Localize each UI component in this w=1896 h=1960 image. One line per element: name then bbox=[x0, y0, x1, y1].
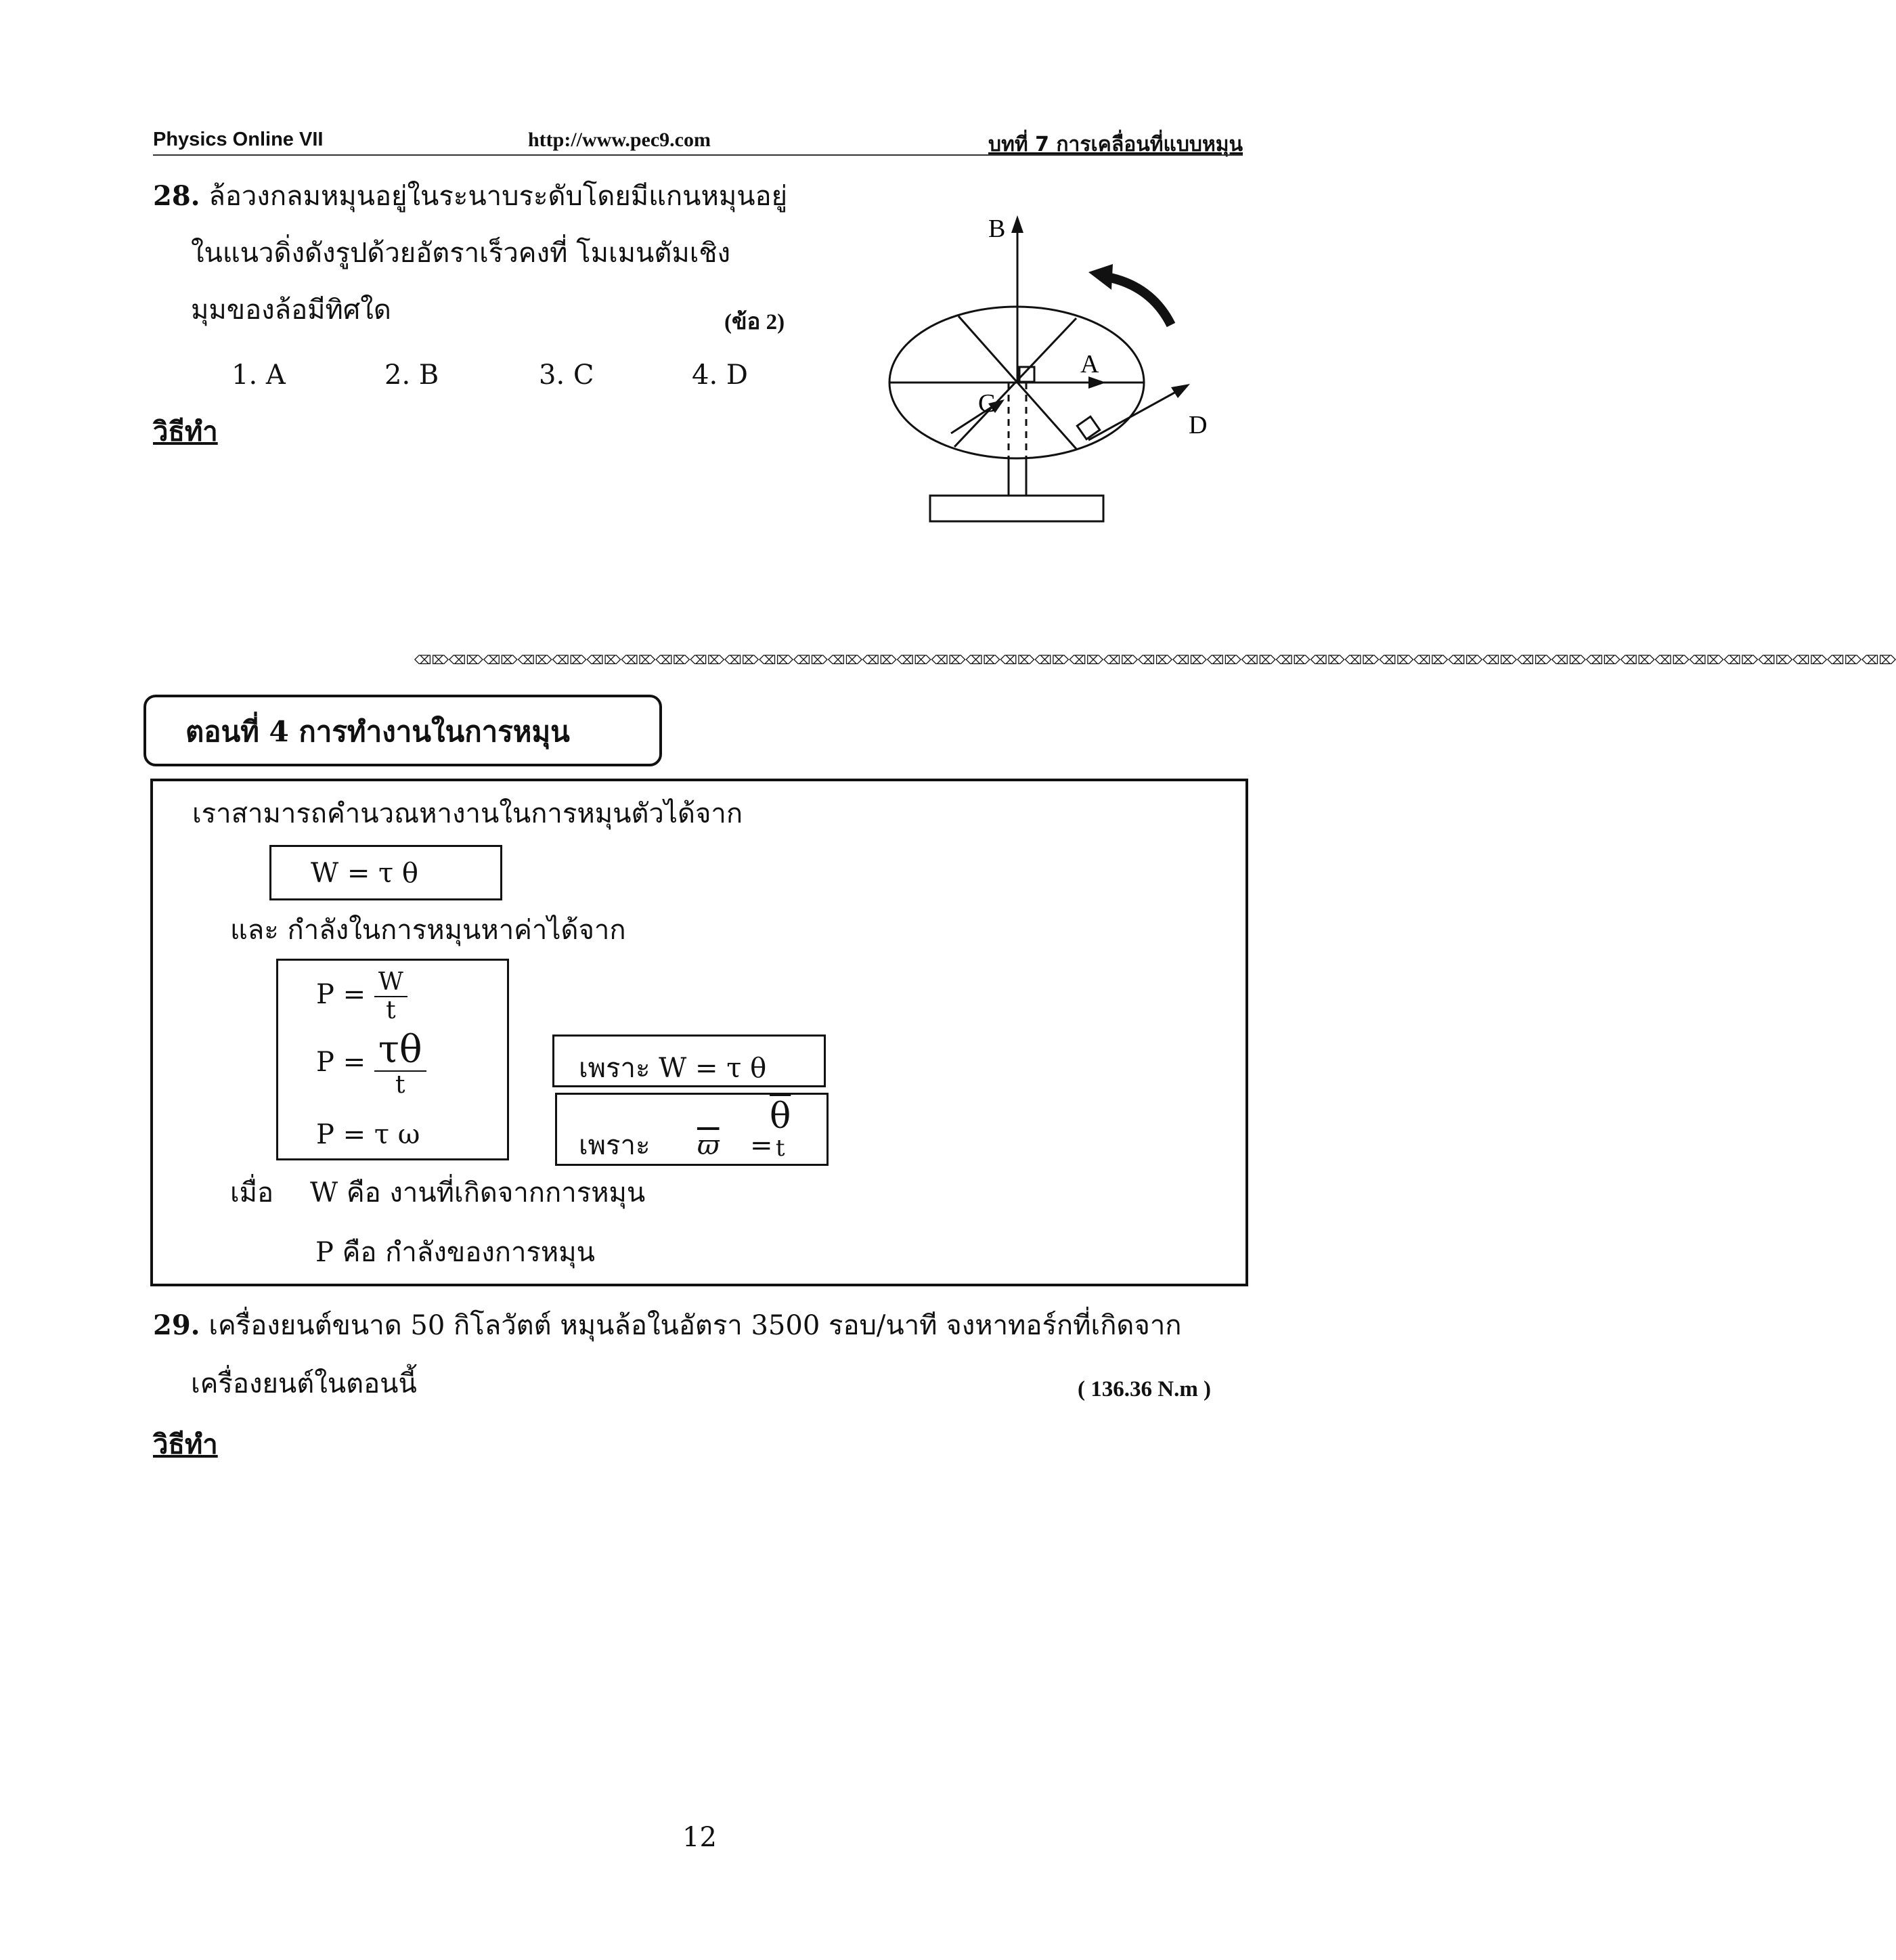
header-url: http://www.pec9.com bbox=[528, 129, 711, 151]
definition-w: W คือ งานที่เกิดจากการหมุน bbox=[310, 1177, 646, 1208]
power-formula-box bbox=[276, 959, 509, 1160]
q28-text1: ล้อวงกลมหมุนอยู่ในระนาบระดับโดยมีแกนหมุนอยู่ bbox=[208, 181, 787, 212]
because-work: เพราะ W = τ θ bbox=[579, 1053, 767, 1084]
q29-line1 bbox=[153, 1309, 1182, 1342]
power-formula-3: P = τ ω bbox=[316, 1119, 420, 1150]
where-label: เมื่อ bbox=[230, 1177, 274, 1208]
label-c: C bbox=[978, 389, 996, 418]
frac2-denominator: t bbox=[395, 1071, 405, 1099]
section-content-box bbox=[150, 779, 1248, 1286]
fraction-tau-theta-over-t bbox=[374, 1028, 426, 1099]
q28-choice-3: 3. C bbox=[539, 360, 594, 391]
stand-base bbox=[930, 496, 1103, 521]
q28-choice-2: 2. B bbox=[384, 360, 439, 391]
section-title: ตอนที่ 4 การทำงานในการหมุน bbox=[185, 715, 570, 748]
power-formula-2 bbox=[316, 1028, 426, 1099]
theta-bar: $\overline{\theta}$ bbox=[770, 1096, 791, 1137]
definition-p: P คือ กำลังของการหมุน bbox=[315, 1237, 595, 1268]
q28-method: วิธีทำ bbox=[153, 416, 218, 448]
work-intro: เราสามารถคำนวณหางานในการหมุนตัวได้จาก bbox=[192, 798, 743, 829]
label-d: D bbox=[1189, 411, 1208, 439]
because-box-1 bbox=[552, 1035, 826, 1087]
p-label-1: P = bbox=[316, 979, 366, 1010]
page-number: 12 bbox=[682, 1822, 717, 1853]
q28-choice-4: 4. D bbox=[692, 360, 748, 391]
p-label-2: P = bbox=[316, 1047, 366, 1078]
decorative-separator: ⌫⌦⌫⌦⌫⌦⌫⌦⌫⌦⌫⌦⌫⌦⌫⌦⌫⌦⌫⌦⌫⌦⌫⌦⌫⌦⌫⌦⌫⌦⌫⌦⌫⌦⌫⌦⌫⌦⌫⌦⌫⌦⌫⌦⌫⌦⌫⌦⌫⌦⌫⌦⌫⌦⌫⌦⌫⌦⌫⌦⌫⌦⌫⌦⌫⌦⌫⌦⌫⌦⌫⌦⌫⌦⌫⌦⌫⌦⌫⌦⌫⌦⌫⌦⌫⌦ bbox=[414, 653, 1896, 668]
omega-bar: $\overline{ϖ}$ bbox=[697, 1130, 720, 1161]
frac2-numerator: τθ bbox=[374, 1031, 426, 1072]
q29-line2: เครื่องยนต์ในตอนนี้ bbox=[191, 1368, 417, 1399]
frac1-denominator: t bbox=[386, 997, 396, 1024]
power-intro: และ กำลังในการหมุนหาค่าได้จาก bbox=[230, 915, 626, 946]
label-b: B bbox=[988, 215, 1006, 243]
q28-choice-1: 1. A bbox=[232, 360, 286, 391]
theta-denominator: t bbox=[775, 1135, 785, 1162]
q29-method: วิธีทำ bbox=[153, 1429, 218, 1460]
rotating-wheel-diagram bbox=[873, 210, 1225, 535]
because-label: เพราะ bbox=[579, 1130, 651, 1161]
fraction-w-over-t bbox=[374, 970, 407, 1023]
q29-number: 29. bbox=[153, 1309, 200, 1341]
header-rule bbox=[153, 154, 1243, 156]
q28-line2: ในแนวดิ่งดังรูปด้วยอัตราเร็วคงที่ โมเมนตัมเชิง bbox=[191, 238, 731, 269]
fraction-theta-over-t bbox=[766, 1096, 795, 1162]
q29-answer: ( 136.36 N.m ) bbox=[1078, 1377, 1212, 1401]
section-title-box bbox=[144, 695, 662, 766]
equals-sign: = bbox=[749, 1130, 773, 1161]
header-chapter: บทที่ 7 การเคลื่อนที่แบบหมุน bbox=[988, 133, 1243, 156]
because-box-2 bbox=[555, 1093, 829, 1166]
q29-text1: เครื่องยนต์ขนาด 50 กิโลวัตต์ หมุนล้อในอัตรา 3500 รอบ/นาที จงหาทอร์กที่เกิดจาก bbox=[208, 1310, 1182, 1341]
q28-answer: (ข้อ 2) bbox=[724, 310, 785, 334]
power-formula-1 bbox=[316, 970, 407, 1023]
work-formula-box bbox=[269, 845, 502, 900]
work-formula: W = τ θ bbox=[311, 858, 418, 889]
because-omega bbox=[579, 1123, 772, 1167]
q28-line1 bbox=[153, 180, 787, 213]
label-a: A bbox=[1080, 350, 1099, 378]
arrow-d bbox=[1088, 389, 1182, 440]
frac1-numerator: W bbox=[374, 970, 407, 997]
q28-number: 28. bbox=[153, 180, 200, 212]
header-left: Physics Online VII bbox=[153, 129, 324, 150]
q28-line3: มุมของล้อมีทิศใด bbox=[191, 295, 391, 326]
